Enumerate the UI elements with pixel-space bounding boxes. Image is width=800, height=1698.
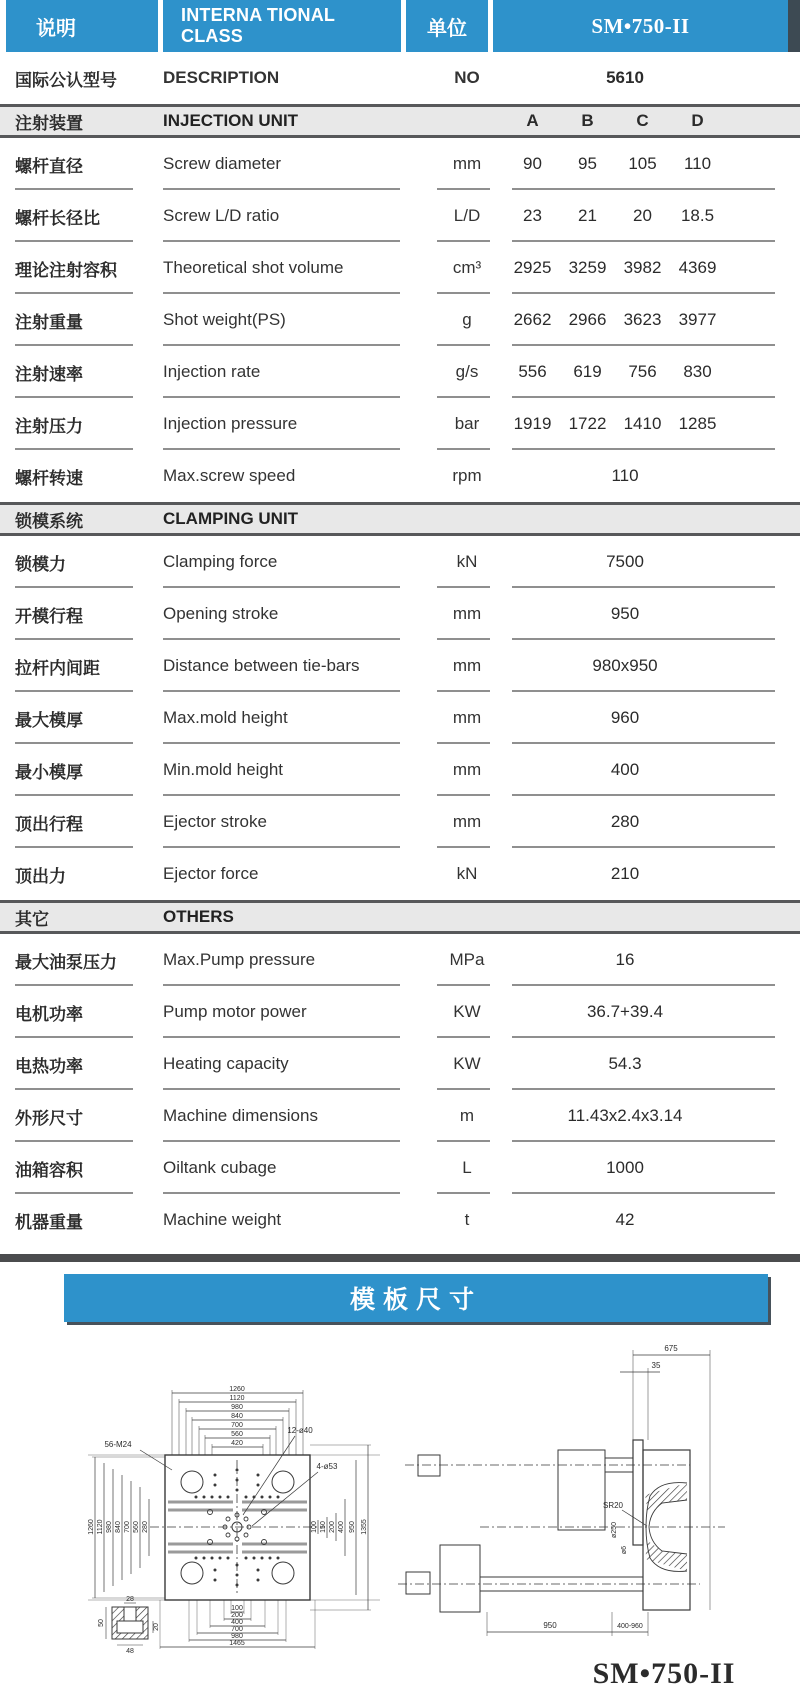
value-c: 105: [628, 154, 657, 173]
row-unit: g/s: [455, 362, 479, 381]
row-cn: 螺杆直径: [15, 156, 83, 176]
section-cn: 其它: [15, 909, 49, 929]
platen-side-view: [398, 1344, 735, 1690]
section-en: OTHERS: [163, 907, 234, 926]
value-b: 2966: [568, 310, 607, 329]
row-unit: t: [464, 1210, 470, 1229]
row-cn: 拉杆内间距: [15, 658, 100, 678]
value-a: 23: [523, 206, 542, 225]
spec-row-clamping-force: [0, 536, 800, 588]
value-span: 16: [615, 950, 635, 969]
row-en: Oiltank cubage: [163, 1158, 277, 1177]
row-en: Opening stroke: [163, 604, 279, 623]
dim-label: 280: [142, 1521, 149, 1533]
row-en: Heating capacity: [163, 1054, 289, 1073]
value-b: 619: [573, 362, 602, 381]
value-d: 1285: [678, 414, 717, 433]
col-header-b: B: [581, 111, 594, 130]
row-unit: L: [462, 1158, 472, 1177]
d6-label: ø6: [621, 1545, 628, 1555]
spec-row-shot-weight: [0, 294, 800, 346]
row-unit: mm: [452, 760, 482, 779]
description-row: [0, 52, 800, 104]
value-b: 21: [578, 206, 597, 225]
row-cn: 锁模力: [15, 554, 66, 574]
value-span: 210: [610, 864, 640, 883]
dim-label: 400: [338, 1521, 345, 1533]
spec-row-tiebar-distance: [0, 640, 800, 692]
row-en: Screw diameter: [163, 154, 282, 173]
header-cell-unit: 单位: [406, 0, 488, 52]
row-unit: bar: [454, 414, 480, 433]
row-en: Min.mold height: [163, 760, 284, 779]
row-unit: mm: [452, 656, 482, 675]
row-en: Pump motor power: [163, 1002, 307, 1021]
banner-title: 模板尺寸: [349, 1286, 482, 1314]
dim-label: 560: [231, 1431, 243, 1438]
spec-row-machine-dimensions: [0, 1090, 800, 1142]
row-cn: 顶出行程: [15, 814, 83, 834]
dim-label: 48: [126, 1648, 134, 1655]
sr20-label: SR20: [602, 1501, 624, 1510]
row-cn: 外形尺寸: [15, 1108, 83, 1128]
row-en: Clamping force: [163, 552, 278, 571]
value-span: 110: [611, 466, 639, 485]
value-span: 11.43x2.4x3.14: [567, 1106, 683, 1125]
value-c: 3623: [623, 310, 662, 329]
row-cn: 注射压力: [15, 416, 83, 436]
dim-label: 100: [231, 1605, 243, 1612]
dim-label: 100: [311, 1521, 318, 1533]
spec-row-ejector-stroke: [0, 796, 800, 848]
description-value: 5610: [606, 68, 644, 87]
description-unit: NO: [454, 68, 480, 87]
row-unit: mm: [452, 812, 482, 831]
row-en: Max.mold height: [163, 708, 288, 727]
value-a: 90: [523, 154, 542, 173]
row-en: Max.screw speed: [163, 466, 296, 485]
col-header-a: A: [526, 111, 539, 130]
value-span: 54.3: [608, 1054, 642, 1073]
table-header-row: [0, 0, 800, 52]
platen-dimension-drawing: [0, 1330, 800, 1698]
dim-label: 950: [543, 1621, 557, 1630]
col-header-c: C: [636, 111, 649, 130]
dim-label: 980: [231, 1404, 243, 1411]
row-cn: 螺杆转速: [15, 468, 83, 488]
row-en: Injection pressure: [163, 414, 298, 433]
dim-label: 950: [349, 1521, 356, 1533]
section-en: INJECTION UNIT: [163, 111, 299, 130]
section-cn: 锁模系统: [15, 511, 83, 531]
value-span: 42: [615, 1210, 635, 1229]
row-unit: g: [462, 310, 472, 329]
row-cn: 注射重量: [15, 312, 83, 332]
value-a: 1919: [513, 414, 552, 433]
row-en: Theoretical shot volume: [163, 258, 344, 277]
dim-label: 35: [651, 1361, 661, 1370]
value-span: 980x950: [592, 656, 658, 675]
spec-row-ejector-force: [0, 848, 800, 900]
spec-row-motor-power: [0, 986, 800, 1038]
value-d: 18.5: [680, 206, 715, 225]
value-b: 95: [578, 154, 597, 173]
dim-label: 1355: [361, 1519, 368, 1535]
row-cn: 电热功率: [15, 1056, 83, 1076]
row-cn: 电机功率: [15, 1004, 83, 1024]
row-unit: mm: [452, 604, 482, 623]
spec-row-ld-ratio: [0, 190, 800, 242]
d250-label: ø250: [611, 1522, 618, 1538]
value-span: 960: [610, 708, 640, 727]
row-en: Ejector stroke: [163, 812, 267, 831]
dim-label: 400: [231, 1619, 243, 1626]
value-span: 280: [610, 812, 640, 831]
spec-row-shot-volume: [0, 242, 800, 294]
dim-label: 1120: [97, 1519, 104, 1535]
row-en: Shot weight(PS): [163, 310, 286, 329]
row-cn: 开模行程: [15, 606, 83, 626]
row-en: Ejector force: [163, 864, 259, 883]
row-unit: mm: [452, 708, 482, 727]
dim-label: 50: [98, 1619, 105, 1627]
value-c: 1410: [623, 414, 662, 433]
value-b: 3259: [568, 258, 607, 277]
spec-row-opening-stroke: [0, 588, 800, 640]
dim-label: 840: [231, 1413, 243, 1420]
spec-row-min-mold-height: [0, 744, 800, 796]
row-cn: 注射速率: [15, 364, 83, 384]
holes-40-label: 12-ø40: [287, 1426, 313, 1435]
row-en: Machine dimensions: [163, 1106, 318, 1125]
dim-label: 840: [115, 1521, 122, 1533]
row-cn: 顶出力: [15, 866, 66, 886]
row-cn: 油箱容积: [15, 1160, 83, 1180]
value-d: 3977: [678, 310, 717, 329]
spec-row-injection-pressure: [0, 398, 800, 450]
row-en: Screw L/D ratio: [163, 206, 280, 225]
spec-row-screw-diameter: [0, 138, 800, 190]
dim-label: 700: [231, 1626, 243, 1633]
value-span: 36.7+39.4: [586, 1002, 664, 1021]
header-cell-model: SM•750-II: [493, 0, 788, 52]
row-unit: m: [459, 1106, 475, 1125]
row-unit: mm: [452, 154, 482, 173]
value-c: 20: [633, 206, 652, 225]
spec-row-max-mold-height: [0, 692, 800, 744]
dim-label: 700: [231, 1422, 243, 1429]
row-cn: 机器重量: [15, 1212, 83, 1232]
dim-label: 560: [133, 1521, 140, 1533]
section-header-injection-unit: [0, 104, 800, 138]
column-headers: [505, 107, 725, 135]
spec-row-screw-speed: [0, 450, 800, 502]
section-header-clamping-unit: [0, 502, 800, 536]
dim-label: 200: [231, 1612, 243, 1619]
spec-row-heating-capacity: [0, 1038, 800, 1090]
table-bottom-divider: [0, 1254, 800, 1262]
value-a: 2925: [513, 258, 552, 277]
row-en: Distance between tie-bars: [163, 656, 360, 675]
value-span: 400: [610, 760, 640, 779]
dim-label: 28: [126, 1596, 134, 1603]
section-en: CLAMPING UNIT: [163, 509, 299, 528]
value-d: 4369: [678, 258, 717, 277]
dim-label: 1120: [229, 1395, 245, 1402]
section-cn: 注射装置: [15, 113, 83, 133]
row-unit: KW: [453, 1002, 481, 1021]
model-title: SM•750-II: [592, 1657, 736, 1690]
value-b: 1722: [568, 414, 607, 433]
section-header-others: [0, 900, 800, 934]
row-cn: 螺杆长径比: [15, 208, 100, 228]
row-cn: 理论注射容积: [15, 260, 117, 280]
spec-row-oiltank-cubage: [0, 1142, 800, 1194]
value-d: 830: [683, 362, 712, 381]
platen-drawing-svg: [0, 1330, 800, 1693]
row-en: Max.Pump pressure: [163, 950, 316, 969]
row-unit: L/D: [453, 206, 481, 225]
header-shadow-strip: [788, 0, 800, 52]
row-unit: MPa: [449, 950, 485, 969]
bolt-pattern-label: 56-M24: [104, 1440, 132, 1449]
row-unit: KW: [453, 1054, 481, 1073]
dim-label: 700: [124, 1521, 131, 1533]
dim-label: 150: [320, 1521, 327, 1533]
header-cell-shuoming: 说明: [6, 0, 158, 52]
description-cn: 国际公认型号: [15, 70, 117, 90]
spec-row-pump-pressure: [0, 934, 800, 986]
dim-label: 1260: [88, 1519, 95, 1535]
dim-label: 20: [153, 1623, 160, 1631]
dim-label: 400-960: [617, 1623, 643, 1630]
row-unit: kN: [456, 552, 478, 571]
row-unit: rpm: [452, 466, 482, 485]
header-cell-international-class: INTERNA TIONAL CLASS: [163, 0, 401, 52]
row-unit: cm³: [452, 258, 482, 277]
platen-front-view: [88, 1386, 380, 1655]
holes-53-label: 4-ø53: [316, 1462, 338, 1471]
dim-label: 980: [106, 1521, 113, 1533]
value-span: 950: [610, 604, 640, 623]
value-d: 110: [683, 154, 712, 173]
row-unit: kN: [456, 864, 478, 883]
row-en: Machine weight: [163, 1210, 282, 1229]
platen-size-banner: [64, 1274, 768, 1322]
dim-label: 1465: [229, 1640, 245, 1647]
row-en: Injection rate: [163, 362, 261, 381]
row-cn: 最小模厚: [15, 762, 83, 782]
value-span: 7500: [606, 552, 644, 571]
value-a: 556: [518, 362, 547, 381]
row-cn: 最大油泵压力: [15, 952, 117, 972]
row-cn: 最大模厚: [15, 710, 83, 730]
spec-row-machine-weight: [0, 1194, 800, 1246]
col-header-d: D: [691, 111, 704, 130]
dim-label: 1260: [229, 1386, 245, 1393]
value-a: 2662: [513, 310, 552, 329]
tslot-detail: [106, 1603, 153, 1645]
value-c: 756: [628, 362, 657, 381]
description-en: DESCRIPTION: [163, 68, 280, 87]
value-span: 1000: [606, 1158, 644, 1177]
dim-label: 200: [329, 1521, 336, 1533]
dim-label: 980: [231, 1633, 243, 1640]
dim-label: 420: [231, 1440, 243, 1447]
value-c: 3982: [623, 258, 662, 277]
spec-row-injection-rate: [0, 346, 800, 398]
dim-label: 675: [664, 1344, 678, 1353]
